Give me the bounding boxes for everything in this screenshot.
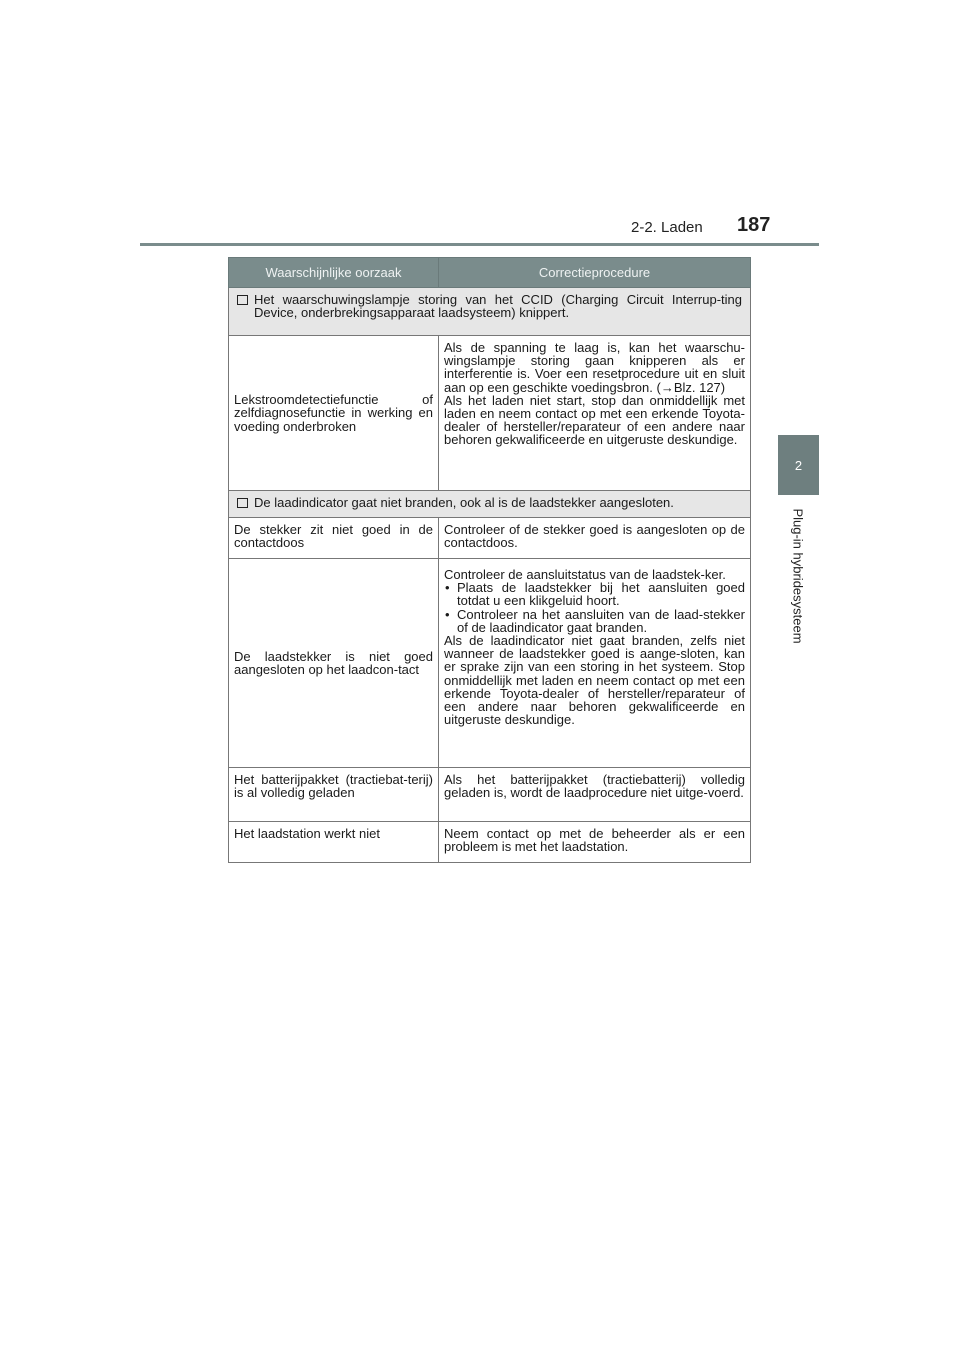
procedure-outro: Als de laadindicator niet gaat branden, zelfs niet wanneer de laadstekker goed is aange-sloten, kan er sprake zijn van een storing in het systeem. Stop onmiddellijk met laden en neem contact op met een erkende Toyota-dealer of hersteller/reparateur of een andere naar behoren gekwalificeerde en uitgeruste deskundige. bbox=[444, 633, 745, 728]
group-title: Het waarschuwingslampje storing van het CCID (Charging Circuit Interrup-ting Device, onderbrekingsapparaat laadsysteem) knippert. bbox=[254, 292, 742, 321]
procedure-paragraph: Als het laden niet start, stop dan onmiddellijk met laden en neem contact op met een erkende Toyota-dealer of hersteller/reparateur of een andere naar behoren gekwalificeerde en uitgeruste deskundige. bbox=[444, 392, 745, 448]
cause-cell: De stekker zit niet goed in de contactdoos bbox=[229, 518, 439, 559]
page-number: 187 bbox=[737, 214, 771, 236]
table-row bbox=[229, 336, 751, 491]
table-row bbox=[229, 518, 751, 559]
checkbox-square-icon bbox=[237, 498, 248, 508]
chapter-label-text: Plug-in hybridesysteem bbox=[790, 508, 806, 644]
header-divider bbox=[140, 243, 819, 246]
table-header-row bbox=[229, 258, 751, 288]
procedure-bullets bbox=[444, 581, 745, 634]
group-header-row bbox=[229, 288, 751, 336]
cause-cell: Het laadstation werkt niet bbox=[229, 822, 439, 863]
table-row bbox=[229, 768, 751, 822]
cause-cell: Het batterijpakket (tractiebat-terij) is al volledig geladen bbox=[229, 768, 439, 822]
procedure-paragraph: Als de spanning te laag is, kan het waarschu-wingslampje storing gaan knipperen als er interferentie is. Voer een resetprocedure uit en sluit aan op een geschikte voedingsbron. (→Blz. 127) bbox=[444, 340, 745, 395]
procedure-cell: Neem contact op met de beheerder als er een probleem is met het laadstation. bbox=[439, 822, 751, 863]
troubleshooting-table bbox=[228, 257, 751, 863]
table-row bbox=[229, 822, 751, 863]
procedure-intro: Controleer de aansluitstatus van de laadstek-ker. bbox=[444, 567, 726, 582]
checkbox-square-icon bbox=[237, 295, 248, 305]
list-item: • Plaats de laadstekker bij het aansluiten goed totdat u een klikgeluid hoort. bbox=[444, 581, 745, 607]
group-title: De laadindicator gaat niet branden, ook al is de laadstekker aangesloten. bbox=[254, 495, 674, 510]
group-header-row bbox=[229, 491, 751, 518]
cause-cell: Lekstroomdetectiefunctie of zelfdiagnosefunctie in werking en voeding onderbroken bbox=[229, 336, 439, 491]
chapter-number: 2 bbox=[794, 457, 803, 473]
procedure-cell bbox=[439, 559, 751, 768]
column-header-cause: Waarschijnlijke oorzaak bbox=[229, 258, 439, 288]
column-header-procedure: Correctieprocedure bbox=[439, 258, 751, 288]
list-item: • Controleer na het aansluiten van de laad-stekker of de laadindicator gaat branden. bbox=[444, 608, 745, 634]
section-title: 2-2. Laden bbox=[631, 219, 703, 236]
procedure-cell: Als het batterijpakket (tractiebatterij) volledig geladen is, wordt de laadprocedure niet uitge-voerd. bbox=[439, 768, 751, 822]
procedure-cell: Controleer of de stekker goed is aangesloten op de contactdoos. bbox=[439, 518, 751, 559]
chapter-tab bbox=[778, 435, 819, 495]
procedure-cell bbox=[439, 336, 751, 491]
table-row bbox=[229, 559, 751, 768]
cause-cell: De laadstekker is niet goed aangesloten op het laadcon-tact bbox=[229, 559, 439, 768]
